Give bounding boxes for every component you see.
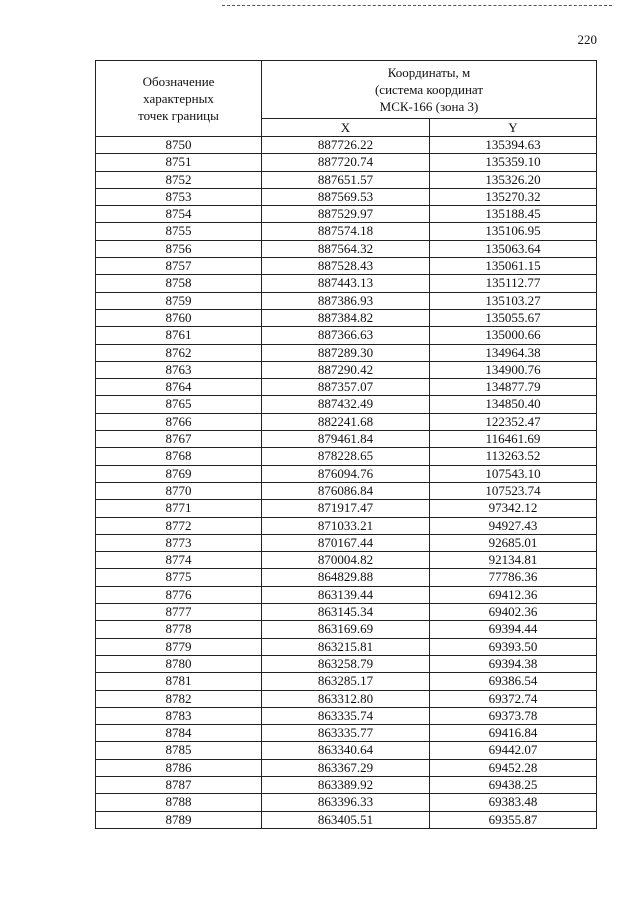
header-points-line: точек границы xyxy=(138,108,219,123)
x-coordinate-cell: 887290.42 xyxy=(262,361,430,378)
point-id-cell: 8785 xyxy=(96,742,262,759)
x-coordinate-cell: 871917.47 xyxy=(262,500,430,517)
y-coordinate-cell: 107523.74 xyxy=(430,482,597,499)
table-row xyxy=(96,206,597,223)
y-coordinate-cell: 135188.45 xyxy=(430,206,597,223)
table-body xyxy=(96,137,597,829)
point-id-cell: 8771 xyxy=(96,500,262,517)
x-coordinate-cell: 882241.68 xyxy=(262,413,430,430)
point-id-cell: 8757 xyxy=(96,258,262,275)
y-coordinate-cell: 135000.66 xyxy=(430,327,597,344)
x-coordinate-cell: 887528.43 xyxy=(262,258,430,275)
y-coordinate-cell: 69393.50 xyxy=(430,638,597,655)
point-id-cell: 8762 xyxy=(96,344,262,361)
table-row xyxy=(96,396,597,413)
x-coordinate-cell: 863312.80 xyxy=(262,690,430,707)
table-row xyxy=(96,500,597,517)
header-coords-line: Координаты, м xyxy=(387,65,471,80)
table-row xyxy=(96,586,597,603)
x-coordinate-cell: 870167.44 xyxy=(262,534,430,551)
point-id-cell: 8766 xyxy=(96,413,262,430)
x-coordinate-cell: 887357.07 xyxy=(262,379,430,396)
point-id-cell: 8775 xyxy=(96,569,262,586)
point-id-cell: 8754 xyxy=(96,206,262,223)
table-row xyxy=(96,776,597,793)
point-id-cell: 8765 xyxy=(96,396,262,413)
table-row xyxy=(96,379,597,396)
point-id-cell: 8779 xyxy=(96,638,262,655)
point-id-cell: 8758 xyxy=(96,275,262,292)
table-row xyxy=(96,223,597,240)
x-coordinate-cell: 863285.17 xyxy=(262,673,430,690)
table-row xyxy=(96,154,597,171)
y-coordinate-cell: 69412.36 xyxy=(430,586,597,603)
y-coordinate-cell: 107543.10 xyxy=(430,465,597,482)
table-row xyxy=(96,327,597,344)
x-coordinate-cell: 863145.34 xyxy=(262,604,430,621)
point-id-cell: 8764 xyxy=(96,379,262,396)
y-coordinate-cell: 134964.38 xyxy=(430,344,597,361)
x-coordinate-cell: 887289.30 xyxy=(262,344,430,361)
point-id-cell: 8788 xyxy=(96,794,262,811)
point-id-cell: 8787 xyxy=(96,776,262,793)
table-row xyxy=(96,673,597,690)
y-coordinate-cell: 69416.84 xyxy=(430,725,597,742)
y-coordinate-cell: 135061.15 xyxy=(430,258,597,275)
header-points-line: Обозначение xyxy=(142,74,215,89)
page-number: 220 xyxy=(577,32,597,47)
y-coordinate-cell: 69372.74 xyxy=(430,690,597,707)
x-coordinate-cell: 887726.22 xyxy=(262,137,430,154)
header-y: Y xyxy=(430,119,597,137)
point-id-cell: 8786 xyxy=(96,759,262,776)
x-coordinate-cell: 863335.77 xyxy=(262,725,430,742)
x-coordinate-cell: 863169.69 xyxy=(262,621,430,638)
table-row xyxy=(96,552,597,569)
table-row xyxy=(96,638,597,655)
y-coordinate-cell: 69386.54 xyxy=(430,673,597,690)
x-coordinate-cell: 887529.97 xyxy=(262,206,430,223)
y-coordinate-cell: 135103.27 xyxy=(430,292,597,309)
point-id-cell: 8777 xyxy=(96,604,262,621)
point-id-cell: 8782 xyxy=(96,690,262,707)
point-id-cell: 8773 xyxy=(96,534,262,551)
table-row xyxy=(96,309,597,326)
header-coords-line: (система координат xyxy=(374,82,484,97)
y-coordinate-cell: 92685.01 xyxy=(430,534,597,551)
x-coordinate-cell: 887384.82 xyxy=(262,309,430,326)
x-coordinate-cell: 863389.92 xyxy=(262,776,430,793)
x-coordinate-cell: 863396.33 xyxy=(262,794,430,811)
point-id-cell: 8768 xyxy=(96,448,262,465)
y-coordinate-cell: 69452.28 xyxy=(430,759,597,776)
table-row xyxy=(96,534,597,551)
point-id-cell: 8755 xyxy=(96,223,262,240)
table-row xyxy=(96,811,597,828)
point-id-cell: 8756 xyxy=(96,240,262,257)
header-x: X xyxy=(262,119,430,137)
y-coordinate-cell: 97342.12 xyxy=(430,500,597,517)
x-coordinate-cell: 879461.84 xyxy=(262,431,430,448)
header-coordinates xyxy=(262,61,597,119)
y-coordinate-cell: 69438.25 xyxy=(430,776,597,793)
table-row xyxy=(96,188,597,205)
y-coordinate-cell: 135106.95 xyxy=(430,223,597,240)
point-id-cell: 8776 xyxy=(96,586,262,603)
x-coordinate-cell: 878228.65 xyxy=(262,448,430,465)
point-id-cell: 8784 xyxy=(96,725,262,742)
x-coordinate-cell: 887432.49 xyxy=(262,396,430,413)
x-coordinate-cell: 876094.76 xyxy=(262,465,430,482)
table-row xyxy=(96,655,597,672)
point-id-cell: 8761 xyxy=(96,327,262,344)
x-coordinate-cell: 887574.18 xyxy=(262,223,430,240)
y-coordinate-cell: 69355.87 xyxy=(430,811,597,828)
x-coordinate-cell: 887366.63 xyxy=(262,327,430,344)
x-coordinate-cell: 870004.82 xyxy=(262,552,430,569)
point-id-cell: 8752 xyxy=(96,171,262,188)
point-id-cell: 8783 xyxy=(96,707,262,724)
table-row xyxy=(96,604,597,621)
table-row xyxy=(96,742,597,759)
header-points-designation xyxy=(96,61,262,137)
x-coordinate-cell: 863258.79 xyxy=(262,655,430,672)
table-row xyxy=(96,482,597,499)
point-id-cell: 8780 xyxy=(96,655,262,672)
x-coordinate-cell: 863340.64 xyxy=(262,742,430,759)
table-row xyxy=(96,465,597,482)
table-row xyxy=(96,413,597,430)
table-row xyxy=(96,292,597,309)
x-coordinate-cell: 863367.29 xyxy=(262,759,430,776)
table-row xyxy=(96,258,597,275)
point-id-cell: 8751 xyxy=(96,154,262,171)
point-id-cell: 8767 xyxy=(96,431,262,448)
y-coordinate-cell: 135359.10 xyxy=(430,154,597,171)
table-row xyxy=(96,621,597,638)
table-row xyxy=(96,431,597,448)
x-coordinate-cell: 887569.53 xyxy=(262,188,430,205)
header-coords-line: МСК-166 (зона 3) xyxy=(379,99,479,114)
table-row xyxy=(96,448,597,465)
x-coordinate-cell: 864829.88 xyxy=(262,569,430,586)
x-coordinate-cell: 871033.21 xyxy=(262,517,430,534)
y-coordinate-cell: 135326.20 xyxy=(430,171,597,188)
table-row xyxy=(96,690,597,707)
table-row xyxy=(96,517,597,534)
y-coordinate-cell: 69383.48 xyxy=(430,794,597,811)
x-coordinate-cell: 863215.81 xyxy=(262,638,430,655)
y-coordinate-cell: 135063.64 xyxy=(430,240,597,257)
top-border-line xyxy=(222,5,612,6)
y-coordinate-cell: 134877.79 xyxy=(430,379,597,396)
point-id-cell: 8753 xyxy=(96,188,262,205)
y-coordinate-cell: 94927.43 xyxy=(430,517,597,534)
header-points-line: характерных xyxy=(143,91,214,106)
y-coordinate-cell: 69373.78 xyxy=(430,707,597,724)
y-coordinate-cell: 135270.32 xyxy=(430,188,597,205)
x-coordinate-cell: 863139.44 xyxy=(262,586,430,603)
table-row xyxy=(96,707,597,724)
table-row xyxy=(96,569,597,586)
y-coordinate-cell: 113263.52 xyxy=(430,448,597,465)
y-coordinate-cell: 135112.77 xyxy=(430,275,597,292)
y-coordinate-cell: 69442.07 xyxy=(430,742,597,759)
point-id-cell: 8778 xyxy=(96,621,262,638)
point-id-cell: 8781 xyxy=(96,673,262,690)
point-id-cell: 8772 xyxy=(96,517,262,534)
y-coordinate-cell: 69394.38 xyxy=(430,655,597,672)
x-coordinate-cell: 887564.32 xyxy=(262,240,430,257)
point-id-cell: 8774 xyxy=(96,552,262,569)
y-coordinate-cell: 135055.67 xyxy=(430,309,597,326)
point-id-cell: 8770 xyxy=(96,482,262,499)
x-coordinate-cell: 887386.93 xyxy=(262,292,430,309)
point-id-cell: 8789 xyxy=(96,811,262,828)
table-row xyxy=(96,240,597,257)
table-row xyxy=(96,794,597,811)
point-id-cell: 8760 xyxy=(96,309,262,326)
y-coordinate-cell: 135394.63 xyxy=(430,137,597,154)
point-id-cell: 8769 xyxy=(96,465,262,482)
y-coordinate-cell: 134850.40 xyxy=(430,396,597,413)
x-coordinate-cell: 863335.74 xyxy=(262,707,430,724)
x-coordinate-cell: 863405.51 xyxy=(262,811,430,828)
y-coordinate-cell: 122352.47 xyxy=(430,413,597,430)
point-id-cell: 8759 xyxy=(96,292,262,309)
y-coordinate-cell: 69394.44 xyxy=(430,621,597,638)
table-row xyxy=(96,137,597,154)
y-coordinate-cell: 69402.36 xyxy=(430,604,597,621)
table-row xyxy=(96,344,597,361)
table-row xyxy=(96,759,597,776)
table-row xyxy=(96,361,597,378)
y-coordinate-cell: 134900.76 xyxy=(430,361,597,378)
y-coordinate-cell: 92134.81 xyxy=(430,552,597,569)
table-row xyxy=(96,725,597,742)
x-coordinate-cell: 887720.74 xyxy=(262,154,430,171)
x-coordinate-cell: 887443.13 xyxy=(262,275,430,292)
table-row xyxy=(96,275,597,292)
y-coordinate-cell: 116461.69 xyxy=(430,431,597,448)
point-id-cell: 8763 xyxy=(96,361,262,378)
x-coordinate-cell: 887651.57 xyxy=(262,171,430,188)
point-id-cell: 8750 xyxy=(96,137,262,154)
coordinates-table xyxy=(95,60,597,829)
y-coordinate-cell: 77786.36 xyxy=(430,569,597,586)
table-row xyxy=(96,171,597,188)
x-coordinate-cell: 876086.84 xyxy=(262,482,430,499)
